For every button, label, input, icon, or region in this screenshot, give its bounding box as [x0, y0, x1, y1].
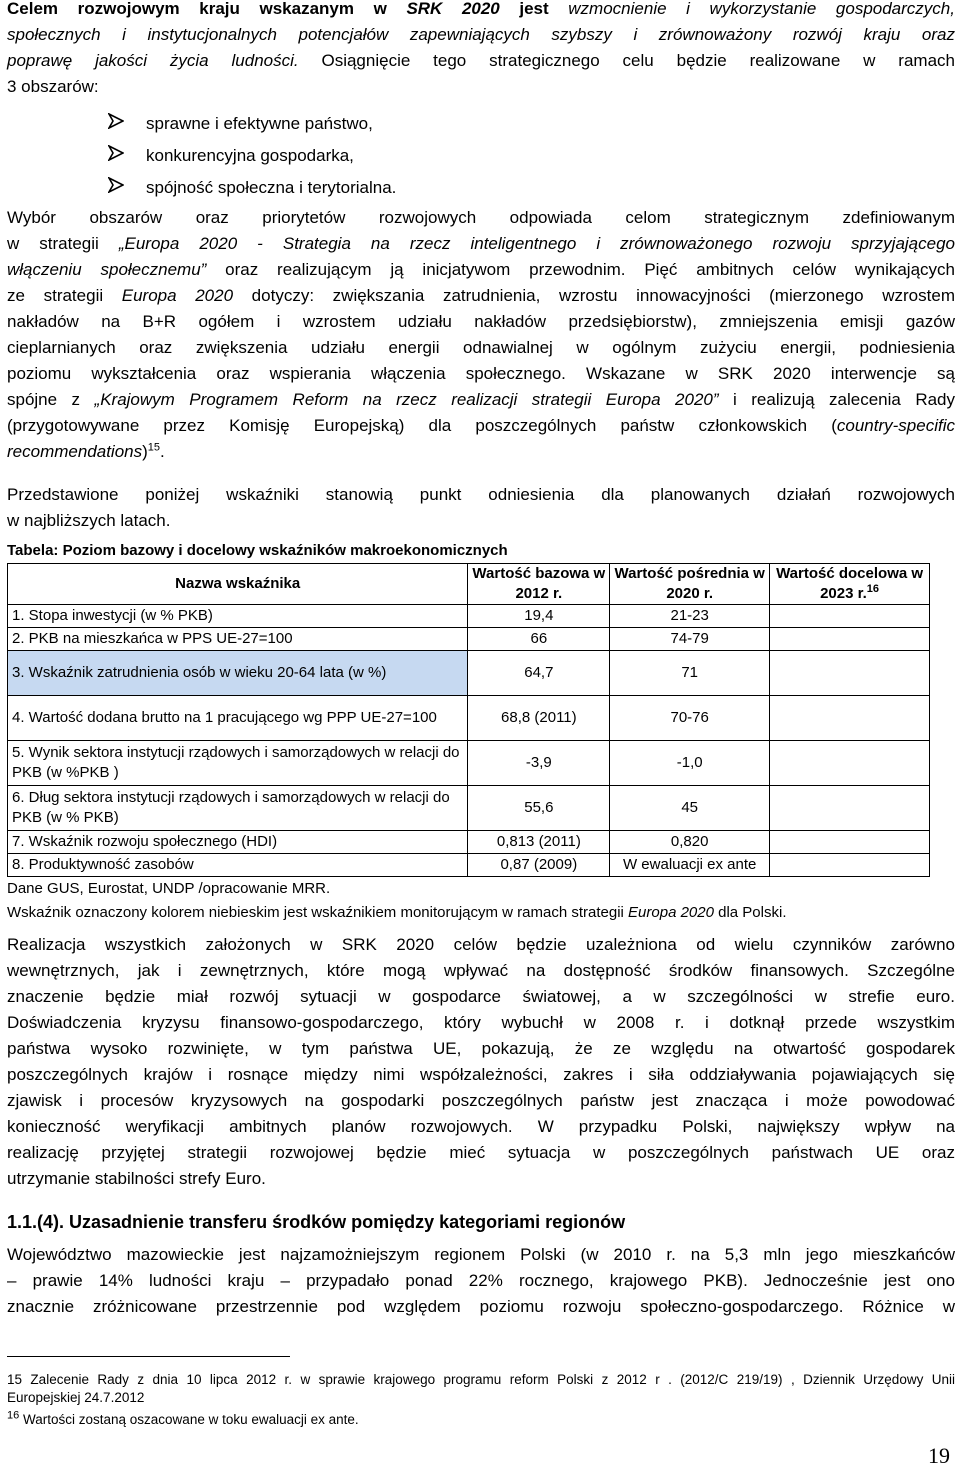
mid-value: 45: [610, 786, 770, 831]
indicator-name: 7. Wskaźnik rozwoju społecznego (HDI): [8, 831, 468, 854]
list-item: konkurencyjna gospodarka,: [108, 140, 396, 172]
text-line: włączeniu społecznemu” oraz realizującym ją inicjatywom przewodnim. Pięć ambitnych celów wynikających: [7, 260, 955, 279]
target-value: [770, 831, 930, 854]
mid-value: 74-79: [610, 628, 770, 651]
table-row: [8, 786, 930, 831]
indicator-name: 2. PKB na mieszkańca w PPS UE-27=100: [8, 628, 468, 651]
mid-value: 21-23: [610, 605, 770, 628]
indicators-table: [7, 563, 930, 877]
strategy-paragraph: [7, 205, 955, 465]
indicator-name: 1. Stopa inwestycji (w % PKB): [8, 605, 468, 628]
text-line: Przedstawione poniżej wskaźniki stanowią punkt odniesienia dla planowanych działań rozwojowych: [7, 485, 955, 504]
indicator-name: 6. Dług sektora instytucji rządowych i samorządowych w relacji do PKB (w % PKB): [8, 786, 468, 831]
section-heading: 1.1.(4). Uzasadnienie transferu środków pomiędzy kategoriami regionów: [7, 1212, 626, 1232]
text-line: wewnętrznych, jak i zewnętrznych, które mogą wpływać na dostępność środków finansowych. Szczególne: [7, 961, 955, 980]
text-line: Realizacja wszystkich założonych w SRK 2020 celów będzie uzależniona od wielu czynników zarówno: [7, 935, 955, 954]
arrow-bullet-icon: [108, 108, 146, 140]
table-row: [8, 854, 930, 877]
text-line: nakładów na B+R ogółem i wzrostem udziału nakładów przedsiębiorstw), zmniejszenia emisji gazów: [7, 312, 955, 331]
arrow-bullet-icon: [108, 172, 146, 204]
indicator-name: 8. Produktywność zasobów: [8, 854, 468, 877]
footnote-ref[interactable]: 15: [147, 441, 161, 454]
text-line: realizację przyjętej strategii rozwojowej będzie mieć sytuacja w poszczególnych państwach UE oraz: [7, 1143, 955, 1162]
intro-paragraph: [7, 0, 955, 100]
target-value: [770, 651, 930, 696]
text-line: państwa wysoko rozwinięte, w tym państwa UE, pokazują, że ze względu na otwartość gospodarek: [7, 1039, 955, 1058]
target-value: [770, 605, 930, 628]
base-value: -3,9: [468, 741, 610, 786]
text-line: w najbliższych latach.: [7, 511, 171, 530]
base-value: 68,8 (2011): [468, 696, 610, 741]
table-note: Wskaźnik oznaczony kolorem niebieskim jest wskaźnikiem monitorującym w ramach strategii Europa 2020 dla Polski.: [7, 904, 787, 921]
table-caption: Tabela: Poziom bazowy i docelowy wskaźników makroekonomicznych: [7, 542, 508, 559]
table-row: [8, 741, 930, 786]
region-paragraph: [7, 1242, 955, 1320]
page-number: 19: [928, 1443, 950, 1468]
footnote-divider: [7, 1356, 290, 1357]
target-value: [770, 741, 930, 786]
text-line: spójne z „Krajowym Programem Reform na rzecz realizacji strategii Europa 2020” i realizują zalecenia Rady: [7, 390, 955, 409]
base-value: 66: [468, 628, 610, 651]
target-value: [770, 786, 930, 831]
text-line: ze strategii Europa 2020 dotyczy: zwiększania zatrudnienia, wzrostu innowacyjności (mierzonego wzrostem: [7, 286, 955, 305]
table-row: [8, 628, 930, 651]
text-line: recommendations)$^{15}$.: [7, 441, 165, 461]
text-line: Celem rozwojowym kraju wskazanym w SRK 2020 jest wzmocnienie i wykorzystanie gospodarczych,: [7, 0, 955, 18]
text-line: utrzymanie stabilności strefy Euro.: [7, 1169, 266, 1188]
text-line: znaczenie będzie miał rozwój sytuacji w gospodarce światowej, a w szczególności w strefie euro.: [7, 987, 955, 1006]
text-line: Wybór obszarów oraz priorytetów rozwojowych odpowiada celom strategicznym zdefiniowanym: [7, 208, 955, 227]
mid-value: W ewaluacji ex ante: [610, 854, 770, 877]
mid-value: 0,820: [610, 831, 770, 854]
base-value: 0,87 (2009): [468, 854, 610, 877]
bullet-list: [108, 108, 396, 204]
col-header-mid: Wartość pośrednia w 2020 r.: [610, 564, 770, 605]
indicator-name-highlighted: 3. Wskaźnik zatrudnienia osób w wieku 20-64 lata (w %): [8, 651, 468, 696]
base-value: 0,813 (2011): [468, 831, 610, 854]
footnote-ref[interactable]: 16: [866, 583, 880, 595]
target-value: [770, 696, 930, 741]
text-line: znacznie zróżnicowane przestrzennie pod względem poziomu rozwoju społeczno-gospodarczego. Różnice w: [7, 1297, 955, 1316]
text-line: poziomu wykształcenia oraz wspierania włączenia społecznego. Wskazane w SRK 2020 interwencje są: [7, 364, 955, 383]
base-value: 64,7: [468, 651, 610, 696]
indicator-name: 5. Wynik sektora instytucji rządowych i samorządowych w relacji do PKB (w %PKB ): [8, 741, 468, 786]
text-line: poprawę jakości życia ludności. Osiągnięcie tego strategicznego celu będzie realizowane w ramach: [7, 51, 955, 70]
footnote-15: 15 Zalecenie Rady z dnia 10 lipca 2012 r. w sprawie krajowego programu reform Polski z 2012 r . (2012/C 219/19) , Dziennik Urzędowy Unii Europejskiej 24.7.2012: [7, 1372, 955, 1405]
base-value: 55,6: [468, 786, 610, 831]
target-value: [770, 854, 930, 877]
indicators-intro: [7, 482, 955, 534]
text-line: konieczność weryfikacji ambitnych planów rozwojowych. W przypadku Polski, największy wpływ na: [7, 1117, 955, 1136]
arrow-bullet-icon: [108, 140, 146, 172]
text-line: (przygotowywane przez Komisję Europejską) dla poszczególnych państw członkowskich (country-specific: [7, 416, 955, 435]
risks-paragraph: [7, 932, 955, 1192]
col-header-name: Nazwa wskaźnika: [8, 564, 468, 605]
mid-value: 70-76: [610, 696, 770, 741]
list-item: spójność społeczna i terytorialna.: [108, 172, 396, 204]
table-header-row: [8, 564, 930, 605]
table-row: [8, 831, 930, 854]
table-row: [8, 651, 930, 696]
indicator-name: 4. Wartość dodana brutto na 1 pracującego wg PPP UE-27=100: [8, 696, 468, 741]
base-value: 19,4: [468, 605, 610, 628]
text-line: Doświadczenia kryzysu finansowo-gospodarczego, który wybuchł w 2008 r. i dotknął przede wszystkim: [7, 1013, 955, 1032]
text-line: w strategii „Europa 2020 - Strategia na rzecz inteligentnego i zrównoważonego rozwoju sprzyjającego: [7, 234, 956, 253]
text-line: społecznych i instytucjonalnych potencjałów zapewniających szybszy i zrównoważony rozwój kraju oraz: [7, 25, 955, 44]
text-line: – prawie 14% ludności kraju – przypadało ponad 22% rocznego, krajowego PKB). Jednocześnie jest ono: [7, 1271, 955, 1290]
mid-value: 71: [610, 651, 770, 696]
text-line: 3 obszarów:: [7, 77, 99, 96]
target-value: [770, 628, 930, 651]
text-line: Województwo mazowieckie jest najzamożniejszym regionem Polski (w 2010 r. na 5,3 mln jego mieszkańców: [7, 1245, 955, 1264]
text-line: poszczególnych krajów i rosnące między nimi współzależności, zakres i siła oddziaływania pojawiających się: [7, 1065, 955, 1084]
text-line: cieplarnianych oraz zwiększenia udziału energii odnawialnej w ogólnym zużyciu energii, podniesienia: [7, 338, 955, 357]
col-header-base: Wartość bazowa w 2012 r.: [468, 564, 610, 605]
list-item: sprawne i efektywne państwo,: [108, 108, 396, 140]
mid-value: -1,0: [610, 741, 770, 786]
footnote-16: $^{16}$ Wartości zostaną oszacowane w toku ewaluacji ex ante.: [7, 1409, 359, 1427]
col-header-target: Wartość docelowa w 2023 r.$^{16}$: [770, 564, 930, 605]
text-line: zjawisk i procesów kryzysowych na gospodarki poszczególnych państw jest znacząca i może powodować: [7, 1091, 955, 1110]
table-row: [8, 605, 930, 628]
table-row: [8, 696, 930, 741]
table-source: Dane GUS, Eurostat, UNDP /opracowanie MRR.: [7, 880, 331, 897]
